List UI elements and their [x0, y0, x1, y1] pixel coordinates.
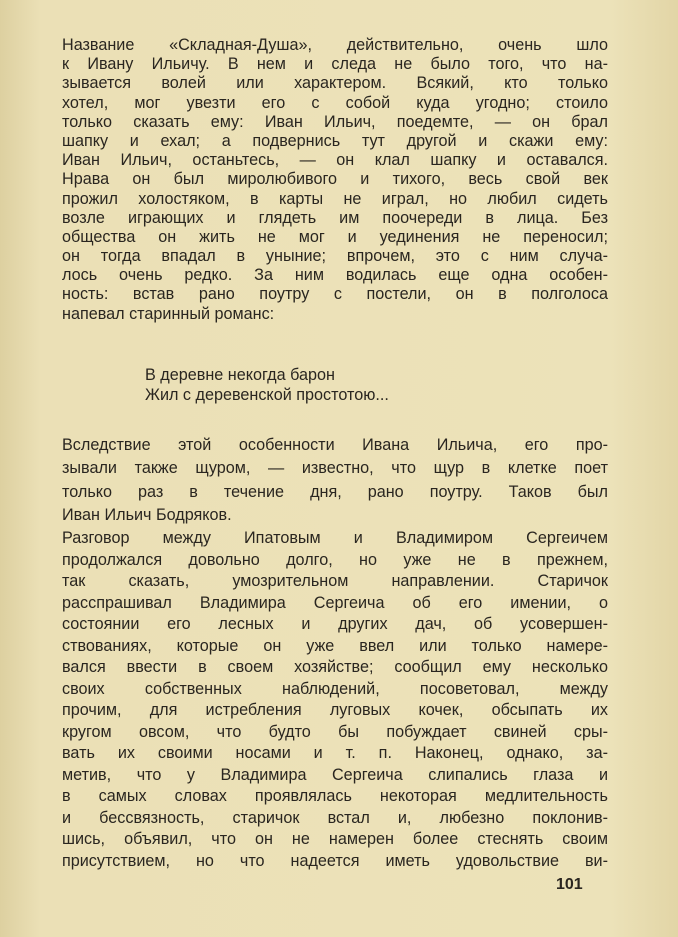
text-line: ность: встав рано поутру с постели, он в полголоса [62, 285, 608, 304]
text-line: расспрашивал Владимира Сергеича об его имении, о [62, 593, 608, 612]
text-line: возле играющих и глядеть им поочереди в лица. Без [62, 208, 608, 227]
text-line: он тогда впадал в уныние; впрочем, это с ним случа- [62, 247, 608, 266]
text-line: к Ивану Ильичу. В нем и следа не было того, что на- [62, 55, 608, 74]
text-line: и бессвязность, старичок встал и, любезно поклонив- [62, 808, 608, 827]
text-line: лось очень редко. За ним водилась еще одна особен- [62, 266, 608, 285]
text-line: Нрава он был миролюбивого и тихого, весь свой век [62, 170, 608, 189]
text-line: Название «Складная-Душа», действительно, очень шло [62, 36, 608, 54]
text-line: Вследствие этой особенности Ивана Ильича, его про- [62, 436, 608, 454]
page-number: 101 [556, 876, 583, 893]
text-line: кругом овсом, что будто бы побуждает свиней сры- [62, 722, 608, 741]
text-line: продолжался довольно долго, но уже не в прежнем, [62, 550, 608, 569]
paragraph-3 [62, 529, 608, 873]
paragraph-2 [62, 436, 608, 530]
paragraph-1 [62, 36, 608, 324]
text-line: зывается волей или характером. Всякий, кто только [62, 74, 608, 93]
text-line: прожил холостяком, в карты не играл, но любил сидеть [62, 189, 608, 208]
text-line: только сказать ему: Иван Ильич, поедемте, — он брал [62, 112, 608, 131]
text-line: ствованиях, которые он уже ввел или только намере- [62, 636, 608, 655]
text-line: Иван Ильич Бодряков. [62, 506, 232, 525]
text-line: только раз в течение дня, рано поутру. Таков был [62, 482, 608, 501]
text-line: зывали также щуром, — известно, что щур в клетке поет [62, 459, 608, 478]
text-line: своих собственных наблюдений, посоветовал, между [62, 679, 608, 698]
text-line: Разговор между Ипатовым и Владимиром Сергеичем [62, 529, 608, 547]
text-line: прочим, для истребления луговых кочек, обсыпать их [62, 701, 608, 719]
text-line: напевал старинный романс: [62, 304, 275, 323]
text-line: шись, объявил, что он не намерен более стеснять своим [62, 830, 608, 848]
text-line: Иван Ильич, останьтесь, — он клал шапку и оставался. [62, 151, 608, 170]
text-line: в самых словах проявлялась некоторая медлительность [62, 787, 608, 805]
text-line: шапку и ехал; а подвернись тут другой и скажи ему: [62, 131, 608, 150]
text-line: присутствием, но что надеется иметь удовольствие ви- [62, 851, 608, 870]
verse-quote [145, 366, 389, 406]
text-line: Жил с деревенской простотою... [145, 386, 389, 404]
text-line: хотел, мог увезти его с собой куда угодно; стоило [62, 93, 608, 112]
text-line: В деревне некогда барон [145, 366, 335, 384]
text-line: вать их своими носами и т. п. Наконец, однако, за- [62, 744, 608, 762]
text-line: вался ввести в своем хозяйстве; сообщил ему несколько [62, 658, 608, 676]
text-line: так сказать, умозрительном направлении. Старичок [62, 572, 608, 590]
text-line: общества он жить не мог и уединения не переносил; [62, 227, 608, 246]
text-line: метив, что у Владимира Сергеича слипались глаза и [62, 765, 608, 784]
text-line: состоянии его лесных и других дач, об усовершен- [62, 615, 608, 633]
